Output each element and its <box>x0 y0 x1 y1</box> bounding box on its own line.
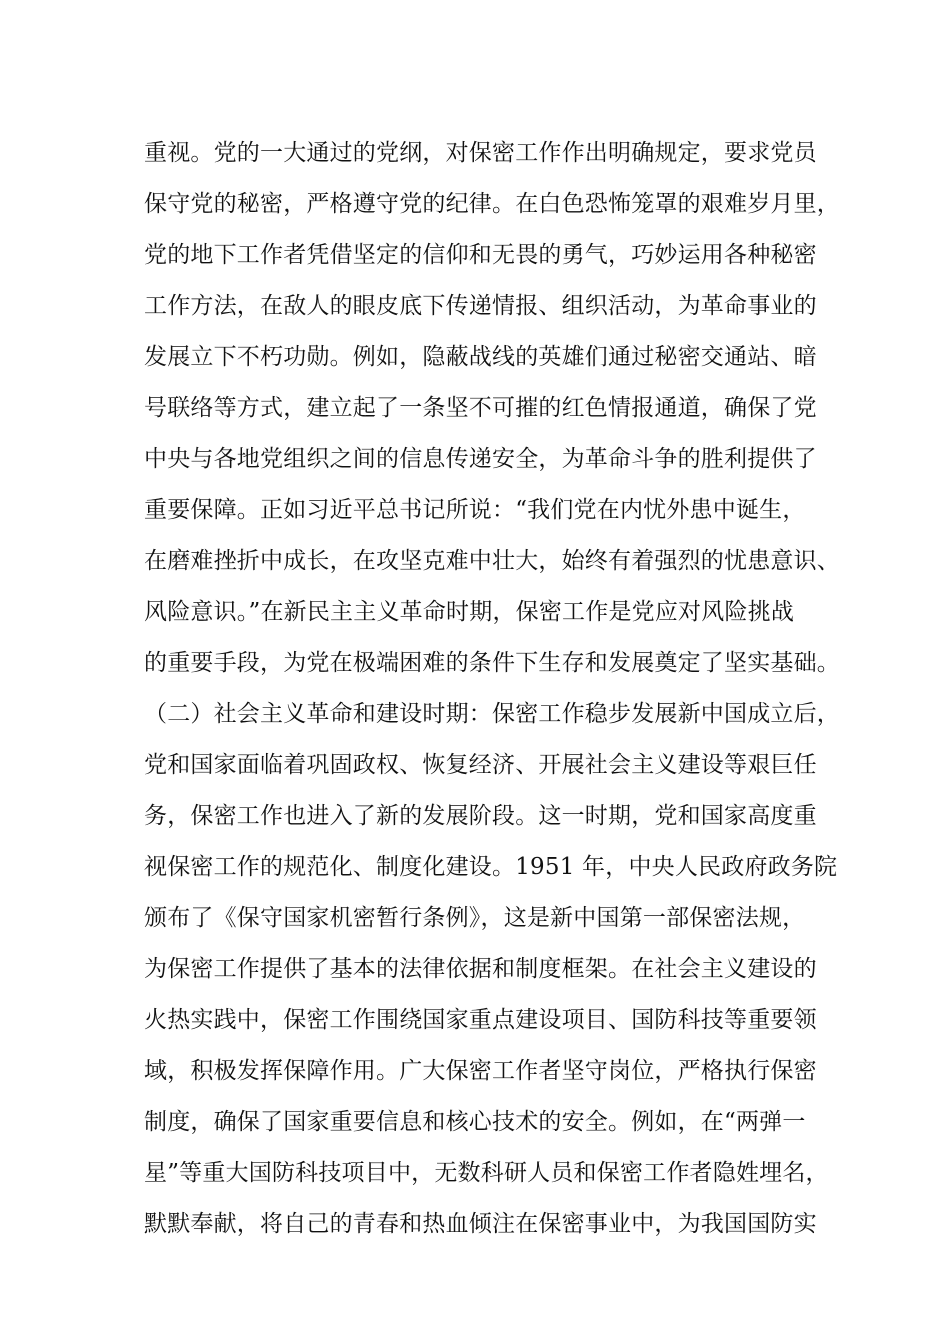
text-line: 在磨难挫折中成长，在攻坚克难中壮大，始终有着强烈的忧患意识、 <box>144 548 840 574</box>
text-line: 中央与各地党组织之间的信息传递安全，为革命斗争的胜利提供了 <box>144 446 817 472</box>
text-line: 视保密工作的规范化、制度化建设。1951 年，中央人民政府政务院 <box>144 854 838 880</box>
text-line: 保守党的秘密，严格遵守党的纪律。在白色恐怖笼罩的艰难岁月里， <box>144 191 840 217</box>
text-line: 重要保障。正如习近平总书记所说：“我们党在内忧外患中诞生， <box>144 497 806 523</box>
section-heading-line: （二）社会主义革命和建设时期：保密工作稳步发展新中国成立后， <box>144 701 840 727</box>
text-line: 党的地下工作者凭借坚定的信仰和无畏的勇气，巧妙运用各种秘密 <box>144 242 817 268</box>
body-text <box>144 132 840 1254</box>
text-line: 务，保密工作也进入了新的发展阶段。这一时期，党和国家高度重 <box>144 803 817 829</box>
text-line: 党和国家面临着巩固政权、恢复经济、开展社会主义建设等艰巨任 <box>144 752 817 778</box>
text-line: 发展立下不朽功勋。例如，隐蔽战线的英雄们通过秘密交通站、暗 <box>144 344 817 370</box>
text-line: 风险意识。”在新民主主义革命时期，保密工作是党应对风险挑战 <box>144 599 795 625</box>
text-line: 重视。党的一大通过的党纲，对保密工作作出明确规定，要求党员 <box>144 140 817 166</box>
text-line: 号联络等方式，建立起了一条坚不可摧的红色情报通道，确保了党 <box>144 395 817 421</box>
text-line: 制度，确保了国家重要信息和核心技术的安全。例如，在“两弹一 <box>144 1109 806 1135</box>
text-line: 星”等重大国防科技项目中，无数科研人员和保密工作者隐姓埋名， <box>144 1160 829 1186</box>
text-line: 域，积极发挥保障作用。广大保密工作者坚守岗位，严格执行保密 <box>144 1058 817 1084</box>
text-line: 为保密工作提供了基本的法律依据和制度框架。在社会主义建设的 <box>144 956 817 982</box>
text-line: 火热实践中，保密工作围绕国家重点建设项目、国防科技等重要领 <box>144 1007 817 1033</box>
text-line: 默默奉献，将自己的青春和热血倾注在保密事业中，为我国国防实 <box>144 1211 817 1237</box>
text-line: 的重要手段，为党在极端困难的条件下生存和发展奠定了坚实基础。 <box>144 650 840 676</box>
text-line: 颁布了《保守国家机密暂行条例》，这是新中国第一部保密法规， <box>144 905 806 931</box>
text-line: 工作方法，在敌人的眼皮底下传递情报、组织活动，为革命事业的 <box>144 293 817 319</box>
